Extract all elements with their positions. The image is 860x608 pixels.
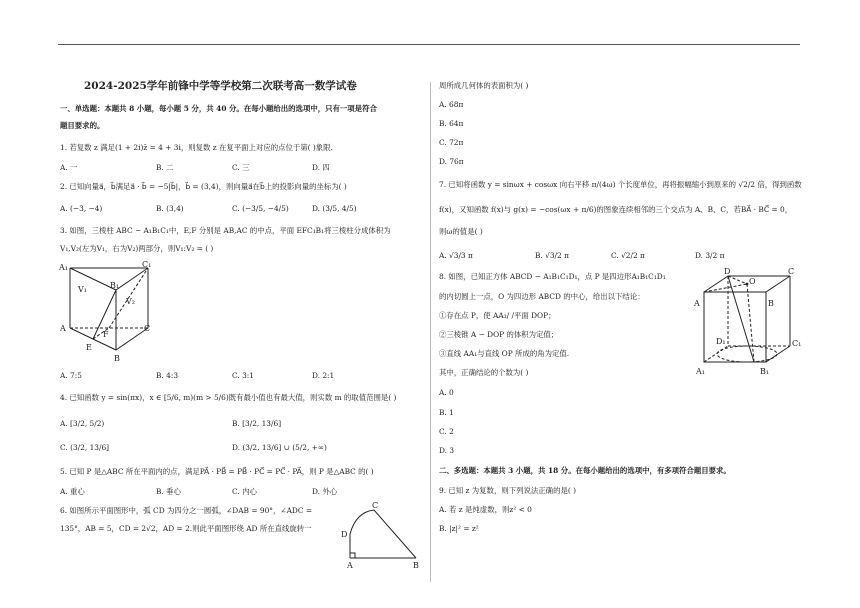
q3-label-a: A	[60, 324, 66, 333]
q7-option-a: A. √3/3 π	[439, 251, 473, 260]
q3-option-c: C. 3:1	[232, 371, 254, 380]
q4-option-d: D. (3/2, 13/6] ∪ (5/2, +∞)	[232, 443, 327, 452]
q3-stem: 3. 如图，三棱柱 ABC − A₁B₁C₁中，E,F 分别是 AB,AC 的中点，平面 EFC₁B₁将三棱柱分成体积为	[60, 226, 391, 235]
q8-stem-cont: 的内切圆上一点，O 为四边形 ABCD 的中心，给出以下结论：	[439, 292, 645, 301]
q1-option-a: A. 一	[60, 163, 78, 172]
q2-option-a: A. (−3, −4)	[60, 204, 103, 213]
q6-option-d: D. 76π	[439, 157, 464, 166]
q3-label-c1: C₁	[142, 260, 152, 269]
q6-label-d: D	[341, 530, 348, 539]
q7-option-c: C. √2/2 π	[611, 251, 645, 260]
q9-stem: 9. 已知 z 为复数，则下列说法正确的是( )	[439, 486, 576, 495]
q1-option-b: B. 二	[156, 163, 174, 172]
q6-label-b: B	[413, 561, 419, 570]
q6-label-c: C	[372, 501, 379, 510]
q8-label-a: A	[694, 299, 700, 308]
q2-option-b: B. (3,4)	[156, 204, 184, 213]
q7-stem-end: 则ω的值是( )	[439, 227, 483, 236]
q7-stem-cont: f(x)，又知函数 f(x)与 g(x) = −cos(ωx + π/6)的图象连续相邻的三个交点为 A、B、C，若BA⃗ · BC⃗ = 0，	[439, 205, 793, 214]
q3-label-a1: A₁	[59, 263, 68, 272]
q8-option-c: C. 2	[439, 427, 454, 436]
q3-label-e: E	[86, 343, 92, 352]
q3-label-v2: V₂	[126, 297, 135, 306]
q8-option-b: B. 1	[439, 408, 454, 417]
q8-label-o: O	[749, 277, 756, 286]
q3-label-b: B	[114, 354, 120, 363]
q3-option-d: D. 2:1	[312, 371, 335, 380]
q5-stem: 5. 已知 P 是△ABC 所在平面内的点，满足PA⃗ · PB⃗ = PB⃗ · PC⃗ = PC⃗ · PA⃗，则 P 是△ABC 的( )	[60, 467, 374, 476]
q3-label-b1: B₁	[110, 281, 120, 290]
q6-label-a: A	[347, 561, 353, 570]
section1-heading: 一、单选题：本题共 8 小题，每小题 5 分，共 40 分。在每小题给出的选项中，只有一项是符合	[60, 104, 377, 113]
q5-option-d: D. 外心	[312, 487, 338, 496]
q6-option-c: C. 72π	[439, 138, 464, 147]
q5-option-c: C. 内心	[232, 487, 257, 496]
q8-statement-2: ②三棱锥 A − DOP 的体积为定值；	[439, 330, 559, 339]
q8-statement-3: ③直线 AA₁与直线 OP 所成的角为定值.	[439, 349, 570, 358]
q8-label-d1: D₁	[716, 337, 726, 346]
q5-option-a: A. 重心	[60, 487, 85, 496]
q4-option-a: A. [3/2, 5/2)	[60, 419, 105, 428]
q8-option-a: A. 0	[439, 388, 454, 397]
q4-option-b: B. [3/2, 13/6]	[232, 419, 282, 428]
q3-option-b: B. 4:3	[156, 371, 179, 380]
q8-point-o	[746, 283, 749, 286]
q8-stem: 8. 如图，已知正方体 ABCD − A₁B₁C₁D₁，点 P 是四边形A₁B₁C₁D₁	[439, 272, 666, 281]
page-title: 2024-2025学年前锋中学等学校第二次联考高一数学试卷	[84, 80, 357, 92]
q7-stem: 7. 已知将函数 y = sinωx + cosωx 向右平移 π/(4ω) 个长度单位，再将振幅缩小到原来的 √2/2 倍，得到函数	[439, 180, 802, 189]
q3-label-f: F	[103, 330, 109, 339]
q2-stem: 2. 已知向量a⃗，b⃗满足a⃗ · b⃗ = −5|b⃗|，b⃗ = (3,4)，则向量a⃗在b⃗上的投影向量的坐标为( )	[60, 182, 347, 191]
q4-option-c: C. (3/2, 13/6]	[60, 443, 110, 452]
q6-stem-end: 周所成几何体的表面积为( )	[439, 81, 529, 90]
q8-label-b: B	[768, 299, 774, 308]
q2-option-d: D. (3/5, 4/5)	[312, 204, 357, 213]
q8-label-b1: B₁	[760, 367, 770, 376]
q8-label-c1: C₁	[792, 339, 802, 348]
q8-question: 其中，正确结论的个数为( )	[439, 368, 529, 377]
q3-label-c: C	[144, 324, 151, 333]
q6-option-b: B. 64π	[439, 119, 464, 128]
q3-label-v1: V₁	[78, 285, 87, 294]
q9-option-b: B. |z|² = z²	[439, 524, 479, 533]
q5-option-b: B. 垂心	[156, 487, 181, 496]
column-divider	[430, 82, 431, 582]
q4-stem: 4. 已知函数 y = sin(πx)，x ∈ [5/6, m)(m > 5/6)既有最小值也有最大值，则实数 m 的取值范围是( )	[60, 393, 397, 402]
q8-label-d: D	[724, 267, 731, 276]
q3-stem-cont: V₁,V₂(左为V₁，右为V₂)两部分，则V₁:V₂ = ( )	[60, 244, 214, 253]
q1-stem: 1. 若复数 z 满足(1 + 2i)z̄ = 4 + 3i，则复数 z 在复平面上对应的点位于第( )象限.	[60, 143, 333, 152]
header-rule	[58, 44, 800, 45]
q8-option-d: D. 3	[439, 446, 455, 455]
q1-option-c: C. 三	[232, 163, 250, 172]
q7-option-b: B. √3/2 π	[535, 251, 569, 260]
q3-option-a: A. 7:5	[60, 371, 82, 380]
q8-statement-1: ①存在点 P，使 AA₁/ /平面 DOP；	[439, 311, 556, 320]
q9-option-a: A. 若 z 是纯虚数，则z² < 0	[439, 505, 532, 514]
q6-option-a: A. 68π	[439, 100, 464, 109]
q6-plane-figure	[340, 502, 425, 572]
q3-prism-figure	[58, 258, 158, 368]
q8-label-a1: A₁	[696, 367, 705, 376]
q2-option-c: C. (−3/5, −4/5)	[232, 204, 289, 213]
q6-stem: 6. 如图所示平面图形中，弧 CD 为四分之一圆弧，∠DAB = 90°，∠ADC =	[60, 506, 313, 515]
section2-heading: 二、多选题：本题共 3 小题，共 18 分。在每小题给出的选项中，有多项符合题目要求。	[439, 466, 731, 475]
q6-stem-cont: 135°，AB = 5，CD = 2√2，AD = 2.则此平面图形绕 AD 所在直线旋转一	[60, 524, 312, 533]
q8-cube-figure	[690, 267, 805, 380]
q7-option-d: D. 3/2 π	[695, 251, 725, 260]
q1-option-d: D. 四	[312, 163, 330, 172]
section1-heading-cont: 题目要求的。	[60, 121, 105, 130]
q8-label-c: C	[788, 267, 795, 276]
